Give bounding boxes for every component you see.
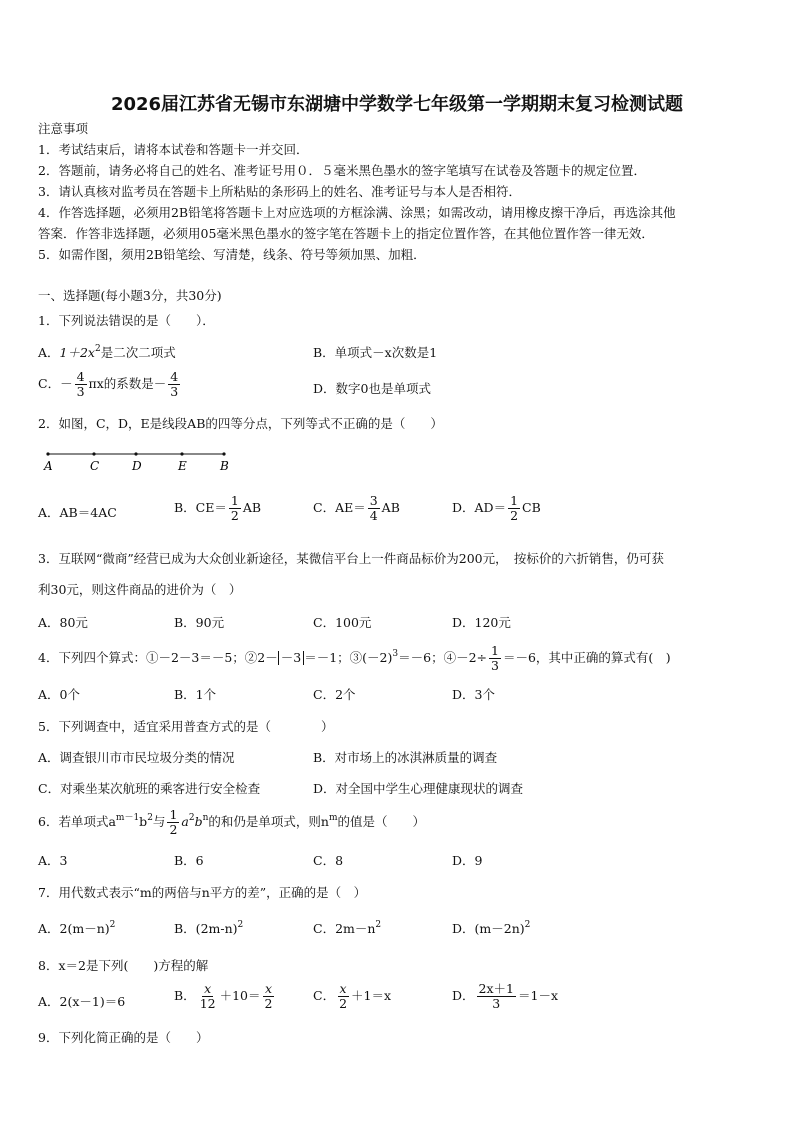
notice-item: 1．考试结束后，请将本试卷和答题卡一并交回． [38,142,309,157]
question-5-stem: 5．下列调查中，适宜采用普查方式的是（ ） [38,719,334,734]
question-3-stem-line-1: 3．互联网“微商”经营已成为大众创业新途径，某微信平台上一件商品标价为200元， 按标价的六折销售，仍可获 [38,551,664,566]
q1-option-b: B．单项式－x次数是1 [313,345,438,360]
section-heading: 一、选择题(每小题3分，共30分) [38,288,222,303]
q2-option-d: D．AD＝ $\frac{1}{2}$ CB [452,493,541,523]
q8-option-a: A．2(x－1)＝6 [38,994,126,1009]
q4-option-d: D．3个 [452,687,495,702]
segment-diagram [36,444,236,476]
q3-option-c: C．100元 [313,615,372,630]
point-a-mark [46,452,49,455]
q7-option-a: A．$2(m-n)^2$ [38,920,116,936]
q1-option-a: A．$1+2x^2$是二次二项式 [38,344,176,360]
q2-option-c: C．AE＝ $\frac{3}{4}$ AB [313,493,400,523]
question-8-stem: 8．x＝2是下列( )方程的解 [38,958,209,973]
q7-option-c: C．$2m-n^2$ [313,920,382,936]
point-e-mark [180,452,183,455]
question-3-stem-line-2: 利30元，则这件商品的进价为（ ） [38,582,242,597]
point-b-label: B [220,459,229,473]
point-d-label: D [132,459,142,473]
notice-heading: 注意事项 [38,121,89,136]
point-a-label: A [44,459,53,473]
q8-option-d: D． $\frac{2x+1}{3}$ ＝1－x [452,981,559,1011]
q6-option-c: C．8 [313,853,344,868]
q3-option-a: A．80元 [38,615,88,630]
q5-option-c: C．对乘坐某次航班的乘客进行安全检查 [38,781,261,796]
question-1-stem: 1．下列说法错误的是（ ）． [38,313,215,328]
notice-item: 答案．作答非选择题，必须用05毫米黑色墨水的签字笔在答题卡上的指定位置作答，在其他位置作答一律无效． [38,226,654,241]
q5-option-d: D．对全国中学生心理健康现状的调查 [313,781,524,796]
point-d-mark [134,452,137,455]
q5-option-b: B．对市场上的冰淇淋质量的调查 [313,750,498,765]
point-b-mark [222,452,225,455]
q7-option-b: B．$(2m-n)^2$ [174,920,244,936]
q4-option-a: A．0个 [38,687,80,702]
notice-item: 2．答题前，请务必将自己的姓名、准考证号用０．５毫米黑色墨水的签字笔填写在试卷及答题卡的规定位置． [38,163,646,178]
notice-item: 4．作答选择题，必须用2B铅笔将答题卡上对应选项的方框涂满、涂黑；如需改动，请用橡皮擦干净后，再选涂其他 [38,205,676,220]
question-7-stem: 7．用代数式表示“m的两倍与n平方的差”，正确的是（ ） [38,885,367,900]
q3-option-b: B．90元 [174,615,225,630]
q6-option-b: B．6 [174,853,204,868]
point-c-mark [92,452,95,455]
q4-option-b: B．1个 [174,687,217,702]
q2-option-a: A．AB＝4AC [38,505,117,520]
question-9-stem: 9．下列化简正确的是（ ） [38,1030,209,1045]
q6-option-d: D．9 [452,853,483,868]
notice-item: 3．请认真核对监考员在答题卡上所粘贴的条形码上的姓名、准考证号与本人是否相符． [38,184,521,199]
point-e-label: E [178,459,187,473]
q3-option-d: D．120元 [452,615,511,630]
page-title: 2026届江苏省无锡市东湖塘中学数学七年级第一学期期末复习检测试题 [110,94,684,115]
point-c-label: C [90,459,100,473]
q4-option-c: C．2个 [313,687,356,702]
question-2-stem: 2．如图，C，D，E是线段AB的四等分点，下列等式不正确的是（ ） [38,416,443,431]
q7-option-d: D．$(m-2n)^2$ [452,920,531,936]
q5-option-a: A．调查银川市市民垃圾分类的情况 [38,750,235,765]
q1-option-c: C．－ $\frac{4}{3}$ πx的系数是－ $\frac{4}{3}$ [38,369,179,399]
q8-option-b: B． $\frac{x}{12}$ ＋10＝ $\frac{x}{2}$ [174,981,273,1011]
question-4-stem: 4．下列四个算式：①－2－3＝－5；②2－ －3 ＝－1；$③(-2)^3=-6$；④－2÷ $\frac{1}{3}$ ＝－6，其中正确的算式有( ) [38,643,671,673]
q6-option-a: A．3 [38,853,68,868]
q1-option-d: D．数字0也是单项式 [313,381,431,396]
notice-item: 5．如需作图，须用2B铅笔绘、写清楚，线条、符号等须加黑、加粗． [38,247,426,262]
question-6-stem: 6．若单项式$a^{m-1}b^2$与 $\frac{1}{2}$ $a^2b^n$的和仍是单项式，则$n^m$的值是（ ） [38,807,426,837]
q8-option-c: C． $\frac{x}{2}$ ＋1＝x [313,981,392,1011]
q2-option-b: B．CE＝ $\frac{1}{2}$ AB [174,493,262,523]
